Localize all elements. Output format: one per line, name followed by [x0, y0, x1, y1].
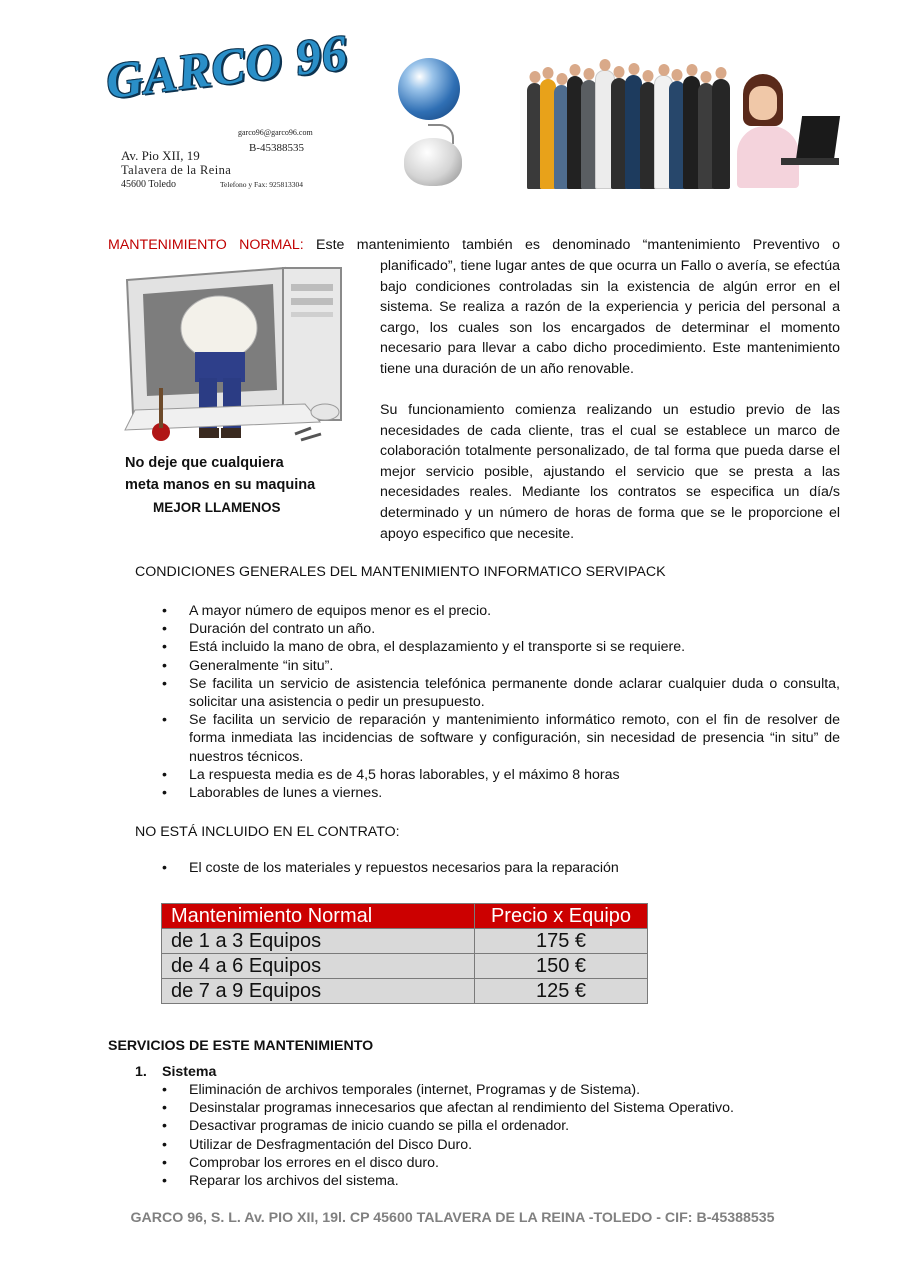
- logo-postal: 45600 Toledo: [121, 179, 176, 190]
- computer-repair-drawing: [115, 262, 365, 452]
- conditions-heading: CONDICIONES GENERALES DEL MANTENIMIENTO INFORMATICO SERVIPACK: [135, 564, 666, 580]
- table-cell: de 1 a 3 Equipos: [162, 929, 475, 954]
- globe-icon: [398, 58, 460, 120]
- list-item: • Está incluido la mano de obra, el desplazamiento y el transporte si se requiere.: [162, 638, 840, 656]
- table-cell: 175 €: [475, 929, 648, 954]
- table-cell: 125 €: [475, 979, 648, 1004]
- intro-label: MANTENIMIENTO NORMAL:: [108, 237, 304, 253]
- list-item: • Laborables de lunes a viernes.: [162, 784, 840, 802]
- list-item: • La respuesta media es de 4,5 horas laborables, y el máximo 8 horas: [162, 766, 840, 784]
- list-item: • Eliminación de archivos temporales (internet, Programas y de Sistema).: [162, 1081, 840, 1099]
- services-section-title: Sistema: [162, 1064, 217, 1080]
- list-item: • Desactivar programas de inicio cuando se pilla el ordenador.: [162, 1117, 840, 1135]
- intro-paragraph-1: planificado”, tiene lugar antes de que ocurra un Fallo o avería, se efectúa bajo condiciones controladas sin la existencia de algún error en el sistema. Se realiza a razón de la experiencia y pericia del personal a cargo, los cuales son los encargados de determinar el momento necesario para llevar a cabo dicho procedimiento. Este mantenimiento tiene una duración de un año renovable.: [380, 258, 840, 377]
- list-item: • Se facilita un servicio de reparación y mantenimiento informático remoto, con el fin de resolver de forma inmediata las incidencias de software y configuración, sin necesidad de presencia “in situ” de nuestros técnicos.: [162, 711, 840, 766]
- logo-text: GARCO 96: [103, 23, 351, 110]
- computer-mouse-icon: [404, 138, 462, 186]
- services-list: [162, 1081, 840, 1190]
- list-item: • Utilizar de Desfragmentación del Disco Duro.: [162, 1136, 840, 1154]
- table-header-cell: Precio x Equipo: [475, 904, 648, 929]
- illustration-line-3: MEJOR LLAMENOS: [153, 500, 281, 515]
- services-heading: SERVICIOS DE ESTE MANTENIMIENTO: [108, 1038, 374, 1054]
- list-item: • Se facilita un servicio de asistencia telefónica permanente donde aclarar cualquier duda o consulta, solicitar una asistencia o pedir un presupuesto.: [162, 675, 840, 711]
- list-item: • Comprobar los errores en el disco duro.: [162, 1154, 840, 1172]
- professionals-photo: [527, 63, 732, 189]
- table-header-row: [162, 904, 648, 929]
- list-item: • Duración del contrato un año.: [162, 620, 840, 638]
- list-item: • A mayor número de equipos menor es el precio.: [162, 602, 840, 620]
- table-cell: de 4 a 6 Equipos: [162, 954, 475, 979]
- logo-phone: Telefono y Fax: 925813304: [220, 180, 304, 189]
- intro-first-line-text: Este mantenimiento también es denominado “mantenimiento Preventivo o: [303, 237, 841, 253]
- table-cell: de 7 a 9 Equipos: [162, 979, 475, 1004]
- table-header-cell: Mantenimiento Normal: [162, 904, 475, 929]
- list-item: • Desinstalar programas innecesarios que afectan al rendimiento del Sistema Operativo.: [162, 1099, 840, 1117]
- woman-laptop-photo: [737, 72, 839, 190]
- page-footer: GARCO 96, S. L. Av. PIO XII, 19l. CP 45600 TALAVERA DE LA REINA -TOLEDO - CIF: B-45388535: [130, 1210, 775, 1226]
- logo-street: Av. Pio XII, 19: [121, 148, 200, 163]
- services-section-number: 1.: [135, 1064, 147, 1080]
- not-included-heading: NO ESTÁ INCLUIDO EN EL CONTRATO:: [135, 824, 400, 840]
- table-row: [162, 979, 648, 1004]
- conditions-list: [162, 602, 840, 802]
- logo-email: garco96@garco96.com: [238, 128, 313, 137]
- illustration-line-1: No deje que cualquiera: [125, 455, 284, 471]
- logo-cif: B-45388535: [249, 142, 304, 154]
- list-item: • El coste de los materiales y repuestos necesarios para la reparación: [162, 859, 840, 877]
- not-included-list: [162, 859, 840, 877]
- table-row: [162, 929, 648, 954]
- logo-city: Talavera de la Reina: [121, 163, 232, 177]
- price-table: [161, 903, 648, 1004]
- list-item: • Generalmente “in situ”.: [162, 657, 840, 675]
- computer-repair-illustration: [115, 262, 365, 532]
- illustration-line-2: meta manos en su maquina: [125, 477, 316, 493]
- intro-paragraph-2: Su funcionamiento comienza realizando un estudio previo de las necesidades de cada cliente, tras el cual se establece un marco de colaboración totalmente personalizado, de tal forma que pueda darse el mejor servicio posible, ajustando el servicio que se presta a las necesidades reales. Mediante los contratos se especifica un día/s determinado y un número de horas de forma que se le proporcione el apoyo especifico que necesite.: [380, 402, 840, 542]
- list-item: • Reparar los archivos del sistema.: [162, 1172, 840, 1190]
- table-row: [162, 954, 648, 979]
- table-cell: 150 €: [475, 954, 648, 979]
- intro-first-line: [108, 235, 840, 256]
